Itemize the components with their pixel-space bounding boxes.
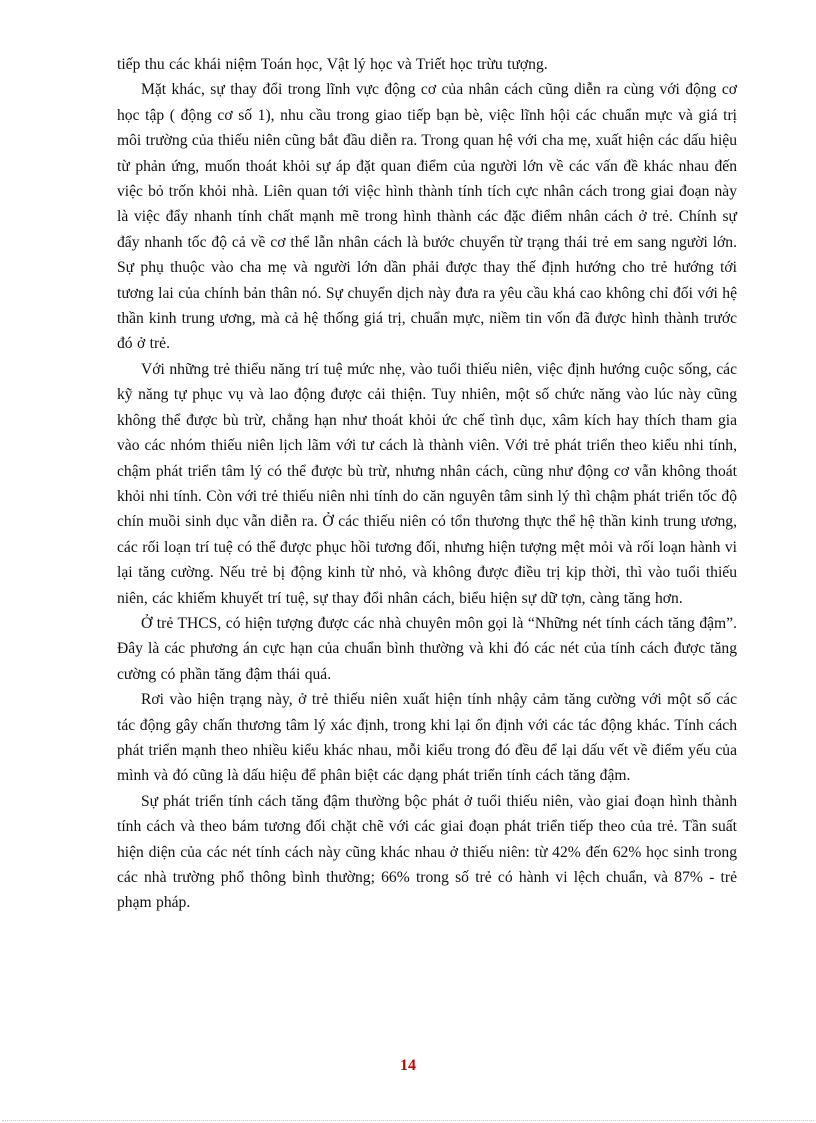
paragraph-5: Rơi vào hiện trạng này, ở trẻ thiếu niên xuất hiện tính nhậy cảm tăng cường với một số các tác động gây chấn thương tâm lý xác định, trong khi lại ổn định với các tác động khác. Tính cách phát triển mạnh theo nhiều kiểu khác nhau, mỗi kiểu trong đó đều để lại dấu vết về điểm yếu của mình và đó cũng là dấu hiệu để phân biệt các dạng phát triển tính cách tăng đậm.: [117, 691, 737, 785]
page-bottom-border: [2, 1120, 814, 1121]
paragraph-3: Với những trẻ thiểu năng trí tuệ mức nhẹ, vào tuổi thiếu niên, việc định hướng cuộc sống, các kỹ năng tự phục vụ và lao động được cải thiện. Tuy nhiên, một số chức năng vào lúc này cũng không thể được bù trừ, chẳng hạn như thoát khỏi ức chế tình dục, xâm kích hay thích tham gia vào các nhóm thiếu niên lịch lãm với tư cách là thành viên. Với trẻ phát triển theo kiểu nhi tính, chậm phát triển tâm lý có thể được bù trừ, nhưng nhân cách, cũng như động cơ vẫn không thoát khỏi nhi tính. Còn với trẻ thiếu niên nhi tính do căn nguyên tâm sinh lý thì chậm phát triển tốc độ chín muồi sinh dục vẫn diễn ra. Ở các thiếu niên có tổn thương thực thể hệ thần kinh trung ương, các rối loạn trí tuệ có thể được phục hồi tương đối, nhưng hiện tượng mệt mỏi và rối loạn hành vi lại tăng cường. Nếu trẻ bị động kinh từ nhỏ, và không được điều trị kịp thời, thì vào tuổi thiếu niên, các khiếm khuyết trí tuệ, sự thay đổi nhân cách, biểu hiện sự dữ tợn, càng tăng hơn.: [117, 360, 737, 607]
body-text: [117, 52, 737, 916]
page-number: 14: [400, 1057, 416, 1074]
paragraph-6: Sự phát triển tính cách tăng đậm thường bộc phát ở tuổi thiếu niên, vào giai đoạn hình thành tính cách và theo bám tương đối chặt chẽ với các giai đoạn phát triển tiếp theo của trẻ. Tần suất hiện diện của các nét tính cách này cũng khác nhau ở thiếu niên: từ 42% đến 62% học sinh trong các nhà trường phổ thông bình thường; 66% trong số trẻ có hành vi lệch chuẩn, và 87% - trẻ phạm pháp.: [117, 792, 737, 912]
paragraph-1: tiếp thu các khái niệm Toán học, Vật lý học và Triết học trừu tượng.: [117, 56, 548, 73]
paragraph-2: Mặt khác, sự thay đổi trong lĩnh vực động cơ của nhân cách cũng diễn ra cùng với động cơ học tập ( động cơ số 1), nhu cầu trong giao tiếp bạn bè, việc lĩnh hội các chuẩn mực và giá trị môi trường của thiếu niên cũng bắt đầu diễn ra. Trong quan hệ với cha mẹ, xuất hiện các dấu hiệu từ phản ứng, muốn thoát khỏi sự áp đặt quan điểm của người lớn về các vấn đề khác nhau đến việc bỏ trốn khỏi nhà. Liên quan tới việc hình thành tính tích cực nhân cách trong giai đoạn này là việc đẩy nhanh tính chất mạnh mẽ trong hình thành các đặc điểm nhân cách ở trẻ. Chính sự đẩy nhanh tốc độ cả về cơ thể lẫn nhân cách là bước chuyển từ trạng thái trẻ em sang người lớn. Sự phụ thuộc vào cha mẹ và người lớn dần phải được thay thế định hướng cho trẻ hướng tới tương lai của chính bản thân nó. Sự chuyển dịch này đưa ra yêu cầu khá cao không chỉ đối với hệ thần kinh trung ương, mà cả hệ thống giá trị, chuẩn mực, niềm tin vốn đã được hình thành trước đó ở trẻ.: [117, 81, 737, 353]
paragraph-4: Ở trẻ THCS, có hiện tượng được các nhà chuyên môn gọi là “Những nét tính cách tăng đậm”. Đây là các phương án cực hạn của chuẩn bình thường và khi đó các nét của tính cách được tăng cường có phần tăng đậm thái quá.: [117, 614, 737, 683]
